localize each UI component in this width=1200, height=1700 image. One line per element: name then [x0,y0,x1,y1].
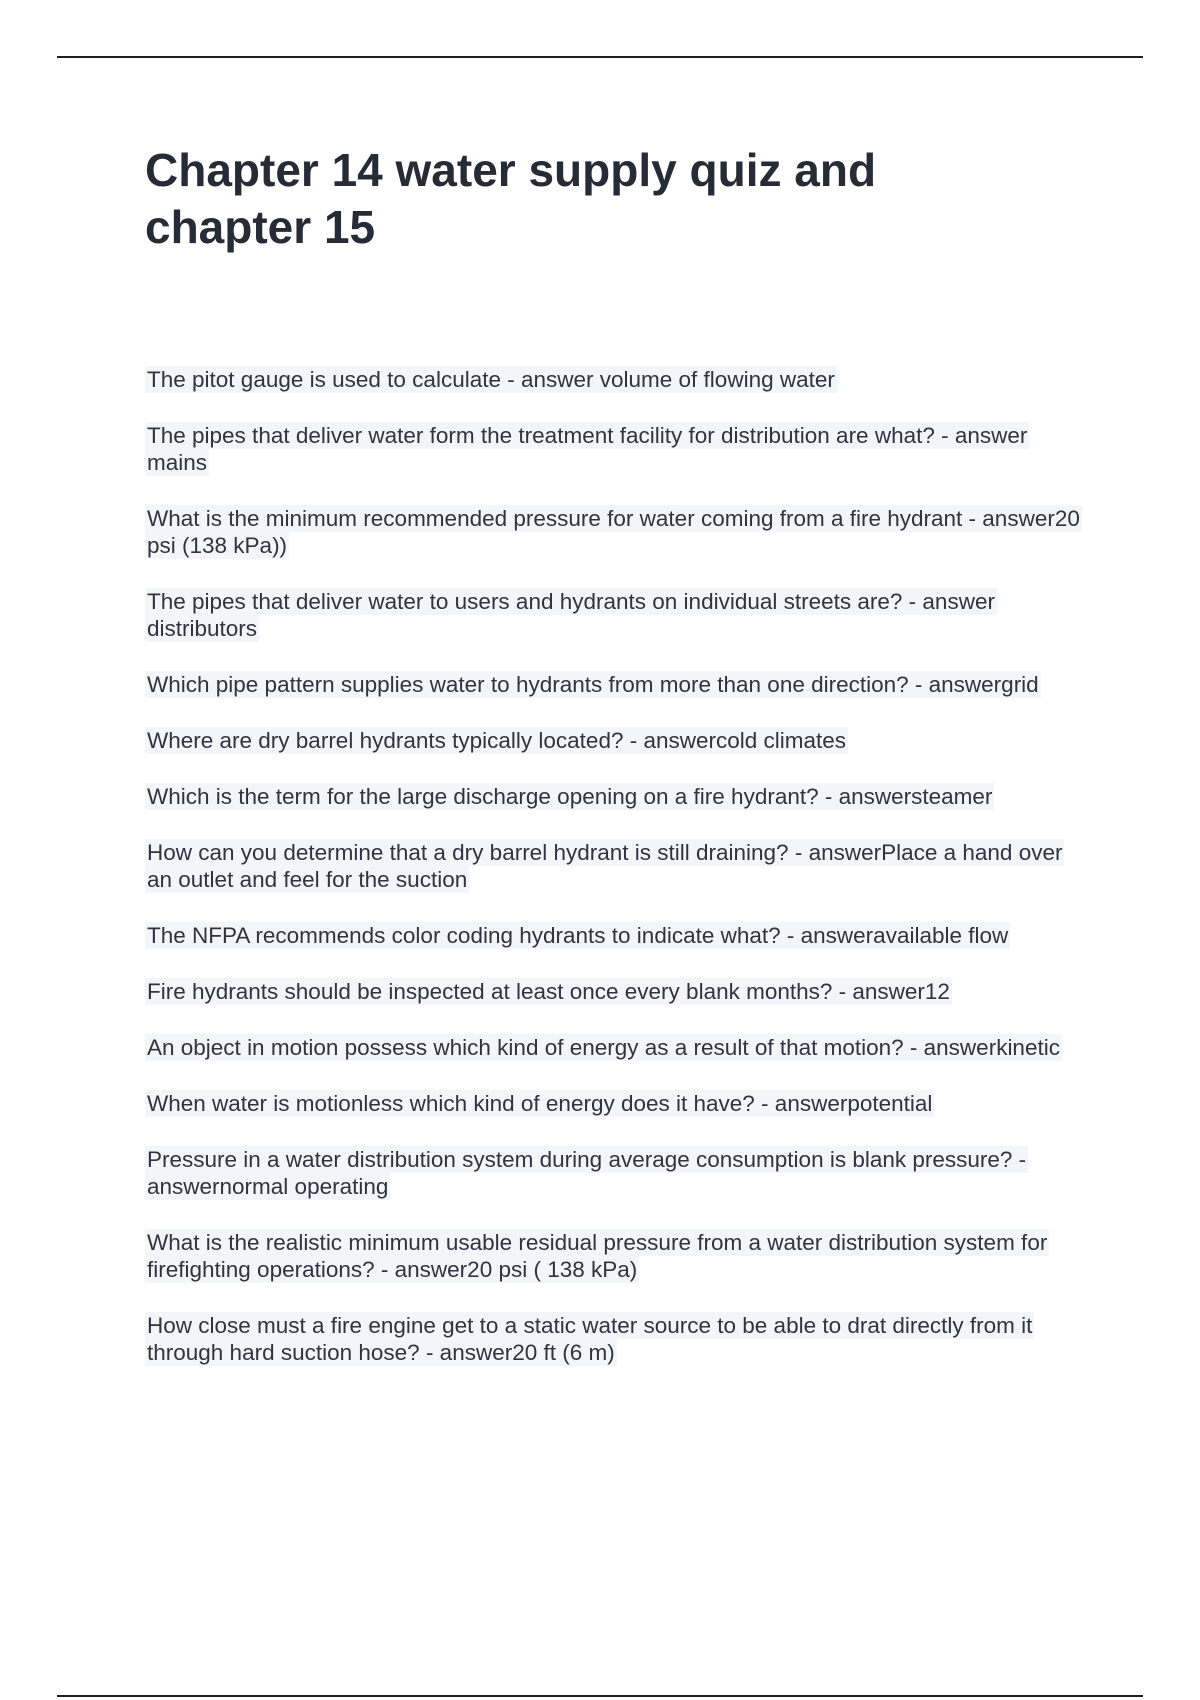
qa-text: Pressure in a water distribution system during average consumption is blank pressure? - answernormal operating [147,1147,1027,1199]
qa-text: What is the realistic minimum usable residual pressure from a water distribution system for firefighting operations? - answer20 psi ( 138 kPa) [147,1230,1048,1282]
bottom-rule [57,1695,1143,1697]
qa-text: The pipes that deliver water form the treatment facility for distribution are what? - answer mains [147,423,1028,475]
qa-item [145,1146,1080,1200]
qa-item [145,1090,1080,1117]
qa-item [145,727,1080,754]
qa-text: What is the minimum recommended pressure for water coming from a fire hydrant - answer20 psi (138 kPa)) [147,506,1080,558]
qa-text: How can you determine that a dry barrel hydrant is still draining? - answerPlace a hand over an outlet and feel for the suction [147,840,1063,892]
qa-item [145,1229,1080,1283]
qa-item [145,1034,1080,1061]
qa-item [145,588,1080,642]
qa-text: Where are dry barrel hydrants typically located? - answercold climates [147,728,847,753]
qa-item [145,671,1080,698]
qa-text: Which is the term for the large discharge opening on a fire hydrant? - answersteamer [147,784,993,809]
qa-text: The pipes that deliver water to users and hydrants on individual streets are? - answer distributors [147,589,995,641]
qa-item [145,839,1080,893]
top-rule [57,56,1143,58]
qa-item [145,505,1080,559]
qa-text: How close must a fire engine get to a static water source to be able to drat directly from it through hard suction hose? - answer20 ft (6 m) [147,1313,1033,1365]
qa-item [145,366,1080,393]
qa-item [145,422,1080,476]
qa-list [145,366,1080,1395]
qa-text: Which pipe pattern supplies water to hydrants from more than one direction? - answergrid [147,672,1039,697]
qa-item [145,783,1080,810]
qa-text: An object in motion possess which kind of energy as a result of that motion? - answerkinetic [147,1035,1060,1060]
qa-item [145,1312,1080,1366]
qa-text: The NFPA recommends color coding hydrants to indicate what? - answeravailable flow [147,923,1009,948]
qa-item [145,922,1080,949]
qa-text: When water is motionless which kind of energy does it have? - answerpotential [147,1091,933,1116]
qa-text: The pitot gauge is used to calculate - answer volume of flowing water [147,367,835,392]
qa-text: Fire hydrants should be inspected at least once every blank months? - answer12 [147,979,950,1004]
qa-item [145,978,1080,1005]
page-title: Chapter 14 water supply quiz and chapter 15 [145,144,877,253]
